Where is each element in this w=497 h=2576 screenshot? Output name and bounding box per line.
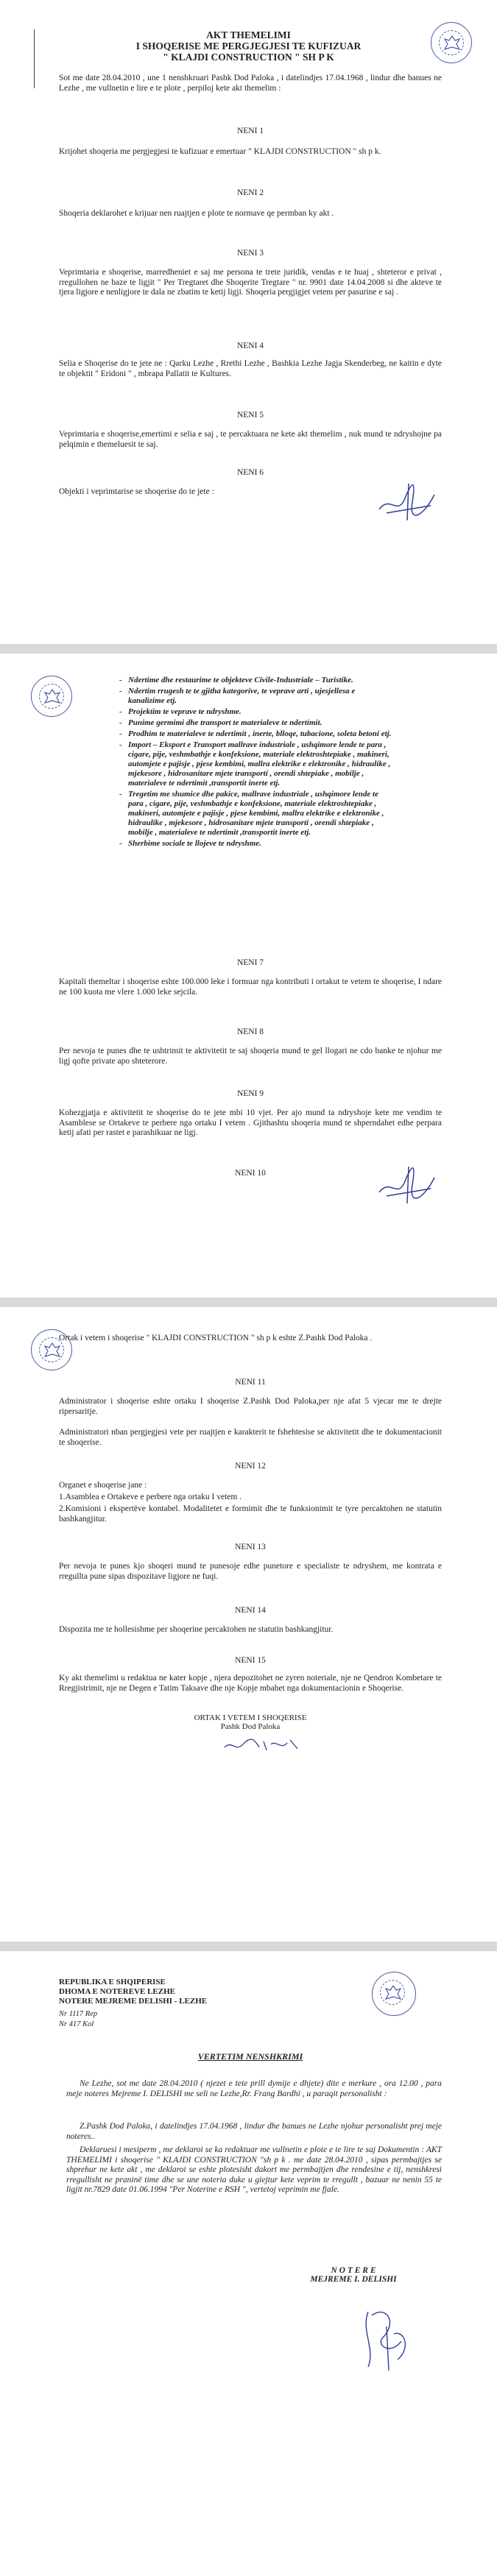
partner-signature-block bbox=[133, 1713, 368, 1731]
page-2 bbox=[0, 654, 497, 1298]
article-15-title: NENI 15 bbox=[235, 1656, 266, 1665]
eagle-emblem-icon bbox=[442, 33, 462, 54]
article-7-title: NENI 7 bbox=[236, 958, 264, 967]
notary-header bbox=[59, 1978, 207, 2006]
article-9-title: NENI 9 bbox=[236, 1089, 264, 1098]
partner-name: Pashk Dod Paloka bbox=[220, 1722, 281, 1731]
signature-icon bbox=[372, 473, 438, 524]
margin-line bbox=[34, 29, 35, 88]
article-2-title: NENI 2 bbox=[236, 188, 264, 197]
title-line-3: " KLAJDI CONSTRUCTION " SH P K bbox=[163, 52, 334, 63]
activity-item: - Import – Eksport e Transport mallrave industriale , ushqimore lende te para , cigare, pije, veshmbathje e konfeksione, materiale elektroshtepiake , makineri, automjete e pajisje , pjese kembimi, mallra elektrike e elektronike , hidraulike , mjekesore , hidrosanitare mjete transporti , orendi shtepiake , mobilje , materialeve te ndertimit ,transportit inerte etj. bbox=[128, 740, 393, 788]
article-13-title: NENI 13 bbox=[235, 1543, 266, 1551]
intro-paragraph: Sot me date 28.04.2010 , une 1 nenshkruari Pashk Dod Paloka , i datelindjes 17.04.1968 , lindur dhe banues ne Lezhe , me vullnetin e lire e te plote , perpiloj kete akt themelim : bbox=[59, 74, 442, 93]
article-11-text-2: Administratori nban pergjegjesi vete per ruajtjen e karakterit te fshehtesise se aktivitetit dhe te dokumentacionit te shoqerise. bbox=[59, 1428, 442, 1447]
article-13-text: Per nevoja te punes kjo shoqeri mund te punesoje edhe punetore e specialiste te ndryshem, me kontrata e rregullta pune sipas dispozitave ligjore ne fuqi. bbox=[59, 1562, 442, 1581]
article-12-item: 2.Komisioni i ekspertëve kontabel. Modalitetet e formimit dhe te funksionimit te tyre percaktohen ne statutin bashkangjitur. bbox=[59, 1504, 442, 1524]
notary-stamp bbox=[31, 676, 72, 717]
signature-icon bbox=[221, 1734, 302, 1756]
notary-header-line: DHOMA E NOTEREVE LEZHE bbox=[59, 1987, 176, 1996]
article-6-title: NENI 6 bbox=[236, 468, 264, 477]
article-8-text: Per nevoja te punes dhe te ushtrimit te aktivitetit te saj shoqeria mund te gel llogari ne cdo banke te njohur me ligj qofte private apo shteterore. bbox=[59, 1047, 442, 1066]
notary-header-line: NOTERE MEJREME DELISHI - LEZHE bbox=[59, 1997, 208, 2006]
article-4-text: Selia e Shoqerise do te jete ne : Qarku Lezhe , Rrethi Lezhe , Bashkia Lezhe Jagja Skenderbeg, ne kaitin e dyte te objektit " Eridoni " , mbrapa Pallatit te Kultures. bbox=[59, 359, 442, 378]
notary-title: N O T E R E bbox=[331, 2266, 376, 2275]
article-14-title: NENI 14 bbox=[235, 1606, 266, 1615]
activity-item: - Ndertime dhe restaurime te objekteve Civile-Industriale – Turistike. bbox=[128, 676, 393, 685]
certificate-title: VERTETIM NENSHKRIMI bbox=[197, 2051, 303, 2062]
article-14-text: Dispozita me te hollesishme per shoqerine percaktohen ne statutin bashkangjitur. bbox=[59, 1625, 334, 1634]
eagle-emblem-icon bbox=[383, 1983, 403, 2003]
title-line-1: AKT THEMELIMI bbox=[206, 29, 291, 40]
activity-item: - Tregetim me shumice dhe pakice, mallrave industriale , ushqimore lende te para , cigare, pije, veshmbathje e konfeksione, materiale elektroshtepiake , makineri, automjete e pajisje , pjese kembimi, mallra elektrike e elektronike , hidraulike , mjekesore , hidrosanitare mjete transporti , orendi shtepiake , mobilje , materialeve te ndertimit ,transportit inerte etj. bbox=[128, 790, 393, 838]
page-4 bbox=[0, 1951, 497, 2576]
article-11-title: NENI 11 bbox=[235, 1378, 266, 1387]
article-3-text: Veprimtaria e shoqerise, marredheniet e saj me persona te trete juridik, vendas e te huaj , shteteror e privat , rregullohen ne baze te ligjit " Per Tregtaret dhe Shoqerite Tregtare " nr. 9901 date 14.04.2008 si dhe akteve te tjera ligjore e nenligjore te dala ne zbatim te ketij ligji. Shoqeria pergjigjet vetem per pasurine e saj . bbox=[59, 268, 442, 297]
article-5-text: Veprimtaria e shoqerise,emertimi e selia e saj , te percaktuara ne kete akt themelim , nuk mund te ndryshojne pa pelqimin e themeluesit te saj. bbox=[59, 430, 442, 449]
article-7-text: Kapitali themeltar i shoqerise eshte 100.000 leke i formuar nga kontributi i ortakut te vetem te shoqerise, I ndare ne 100 kuota me vlere 1.000 leke sejcila. bbox=[59, 977, 442, 997]
activity-item: - Ndertim rrugesh te te gjitha kategorive, te veprave arti , ujesjellesa e kanalizime etj. bbox=[128, 687, 393, 706]
article-1-title: NENI 1 bbox=[236, 127, 264, 135]
registry-kol-number: Nr 417 Kol bbox=[59, 2020, 94, 2028]
article-15-text: Ky akt themelimi u redaktua ne kater kopje , njera depozitohet ne zyren noteriale, nje ne Qendron Kombetare te Rregjistrimit, nje ne Degen e Tatim Taksave dhe nje Kopje mbahet nga dokumentacionin e Shoqerise. bbox=[59, 1674, 442, 1693]
notary-header-line: REPUBLIKA E SHQIPERISE bbox=[59, 1978, 166, 1986]
article-9-text: Kohezgjatja e aktivitetit te shoqerise do te jete mbi 10 vjet. Per ajo mund ta ndryshoje kete me vendim te Asamblese se Ortakeve te perbere nga ortaku I vetem . Gjithashtu shoqeria mund te shperndahet edhe perpara ketij afati per rastet e parashikuar ne ligj. bbox=[59, 1108, 442, 1137]
sole-partner-paragraph: Ortak i vetem i shoqerise " KLAJDI CONSTRUCTION " sh p k eshte Z.Pashk Dod Paloka . bbox=[59, 1334, 373, 1342]
notary-name: MEJREME I. DELISHI bbox=[310, 2275, 397, 2284]
activity-item: - Sherbime sociale te llojeve te ndryshme. bbox=[128, 839, 393, 849]
article-12-item: 1.Asamblea e Ortakeve e perbere nga ortaku I vetem . bbox=[59, 1493, 242, 1501]
certificate-paragraph: Z.Pashk Dod Paloka, i datelindjes 17.04.1968 , lindur dhe banues ne Lezhe njohur personalisht prej meje noteres.. bbox=[66, 2122, 442, 2141]
article-6-text: Objekti i veprimtarise se shoqerise do te jete : bbox=[59, 487, 214, 496]
article-4-title: NENI 4 bbox=[236, 342, 264, 350]
certificate-paragraph: Deklaruesi i mesiperm , me deklaroi se ka redaktuar me vullnetin e plote e te lire te saj Dokumentin : AKT THEMELIMI i shoqerise " KLAJDI CONSTRUCTION "sh p k . me date 28.04.2010 , sipas permbajtjes se shprehur ne kete akt , me deklaroi se eshte plotesisht dakort me permbajtjen dhe rendesine e tij, nenshkresi rregullisht ne praninë time dhe se une noteria duke u giejtur kete veprim te rregullt , bazuar ne nenin 55 te ligjit nr.7829 date 01.06.1994 "Per Noterine e RSH ", vertetoj veprimin me fjale. bbox=[66, 2145, 442, 2194]
title-line-2: I SHOQERISE ME PERGJEGJESI TE KUFIZUAR bbox=[135, 40, 362, 52]
article-2-text: Shoqeria deklarohet e krijuar nen ruajtjen e plote te normave qe permban ky akt . bbox=[59, 209, 334, 218]
article-10-title: NENI 10 bbox=[235, 1169, 266, 1178]
article-12-title: NENI 12 bbox=[235, 1462, 266, 1471]
partner-role: ORTAK I VETEM I SHOQERISE bbox=[194, 1713, 307, 1722]
article-5-title: NENI 5 bbox=[236, 411, 264, 420]
notary-stamp bbox=[372, 1972, 416, 2016]
activity-item: - Punime germimi dhe transport te materialeve te ndertimit. bbox=[128, 718, 393, 728]
page-3 bbox=[0, 1307, 497, 1942]
eagle-emblem-icon bbox=[42, 687, 63, 707]
article-1-text: Krijohet shoqeria me pergjegjesi te kufizuar e emertuar " KLAJDI CONSTRUCTION " sh p k. bbox=[59, 147, 381, 156]
certificate-paragraph: Ne Lezhe, sot me date 28.04.2010 ( njezet e tete prill dymije e dhjete) dite e merkure , ora 12.00 , para meje noteres Mejreme I. DELISHI me seli ne Lezhe,Rr. Frang Bardhi , u paraqit personalisht : bbox=[66, 2079, 442, 2098]
activity-list bbox=[118, 676, 393, 850]
signature-icon bbox=[372, 1156, 438, 1207]
signature-icon bbox=[346, 2297, 420, 2378]
activity-item: - Projektim te veprave te ndryshme. bbox=[128, 707, 393, 717]
article-12-text: Organet e shoqerise jane : bbox=[59, 1481, 147, 1490]
document-title bbox=[74, 29, 423, 63]
registry-rep-number: Nr 1117 Rep bbox=[59, 2010, 98, 2018]
article-8-title: NENI 8 bbox=[236, 1027, 264, 1036]
article-11-text: Administrator i shoqerise eshte ortaku I shoqerise Z.Pashk Dod Paloka,per nje afat 5 vjecar me te drejte ripersaritje. bbox=[59, 1397, 442, 1416]
article-3-title: NENI 3 bbox=[236, 249, 264, 258]
page-1 bbox=[0, 0, 497, 644]
notary-stamp bbox=[431, 22, 472, 63]
activity-item: - Prodhim te materialeve te ndertimit , inerte, blloqe, tubacione, soleta betoni etj. bbox=[128, 729, 393, 739]
notary-signature-title bbox=[280, 2266, 427, 2284]
